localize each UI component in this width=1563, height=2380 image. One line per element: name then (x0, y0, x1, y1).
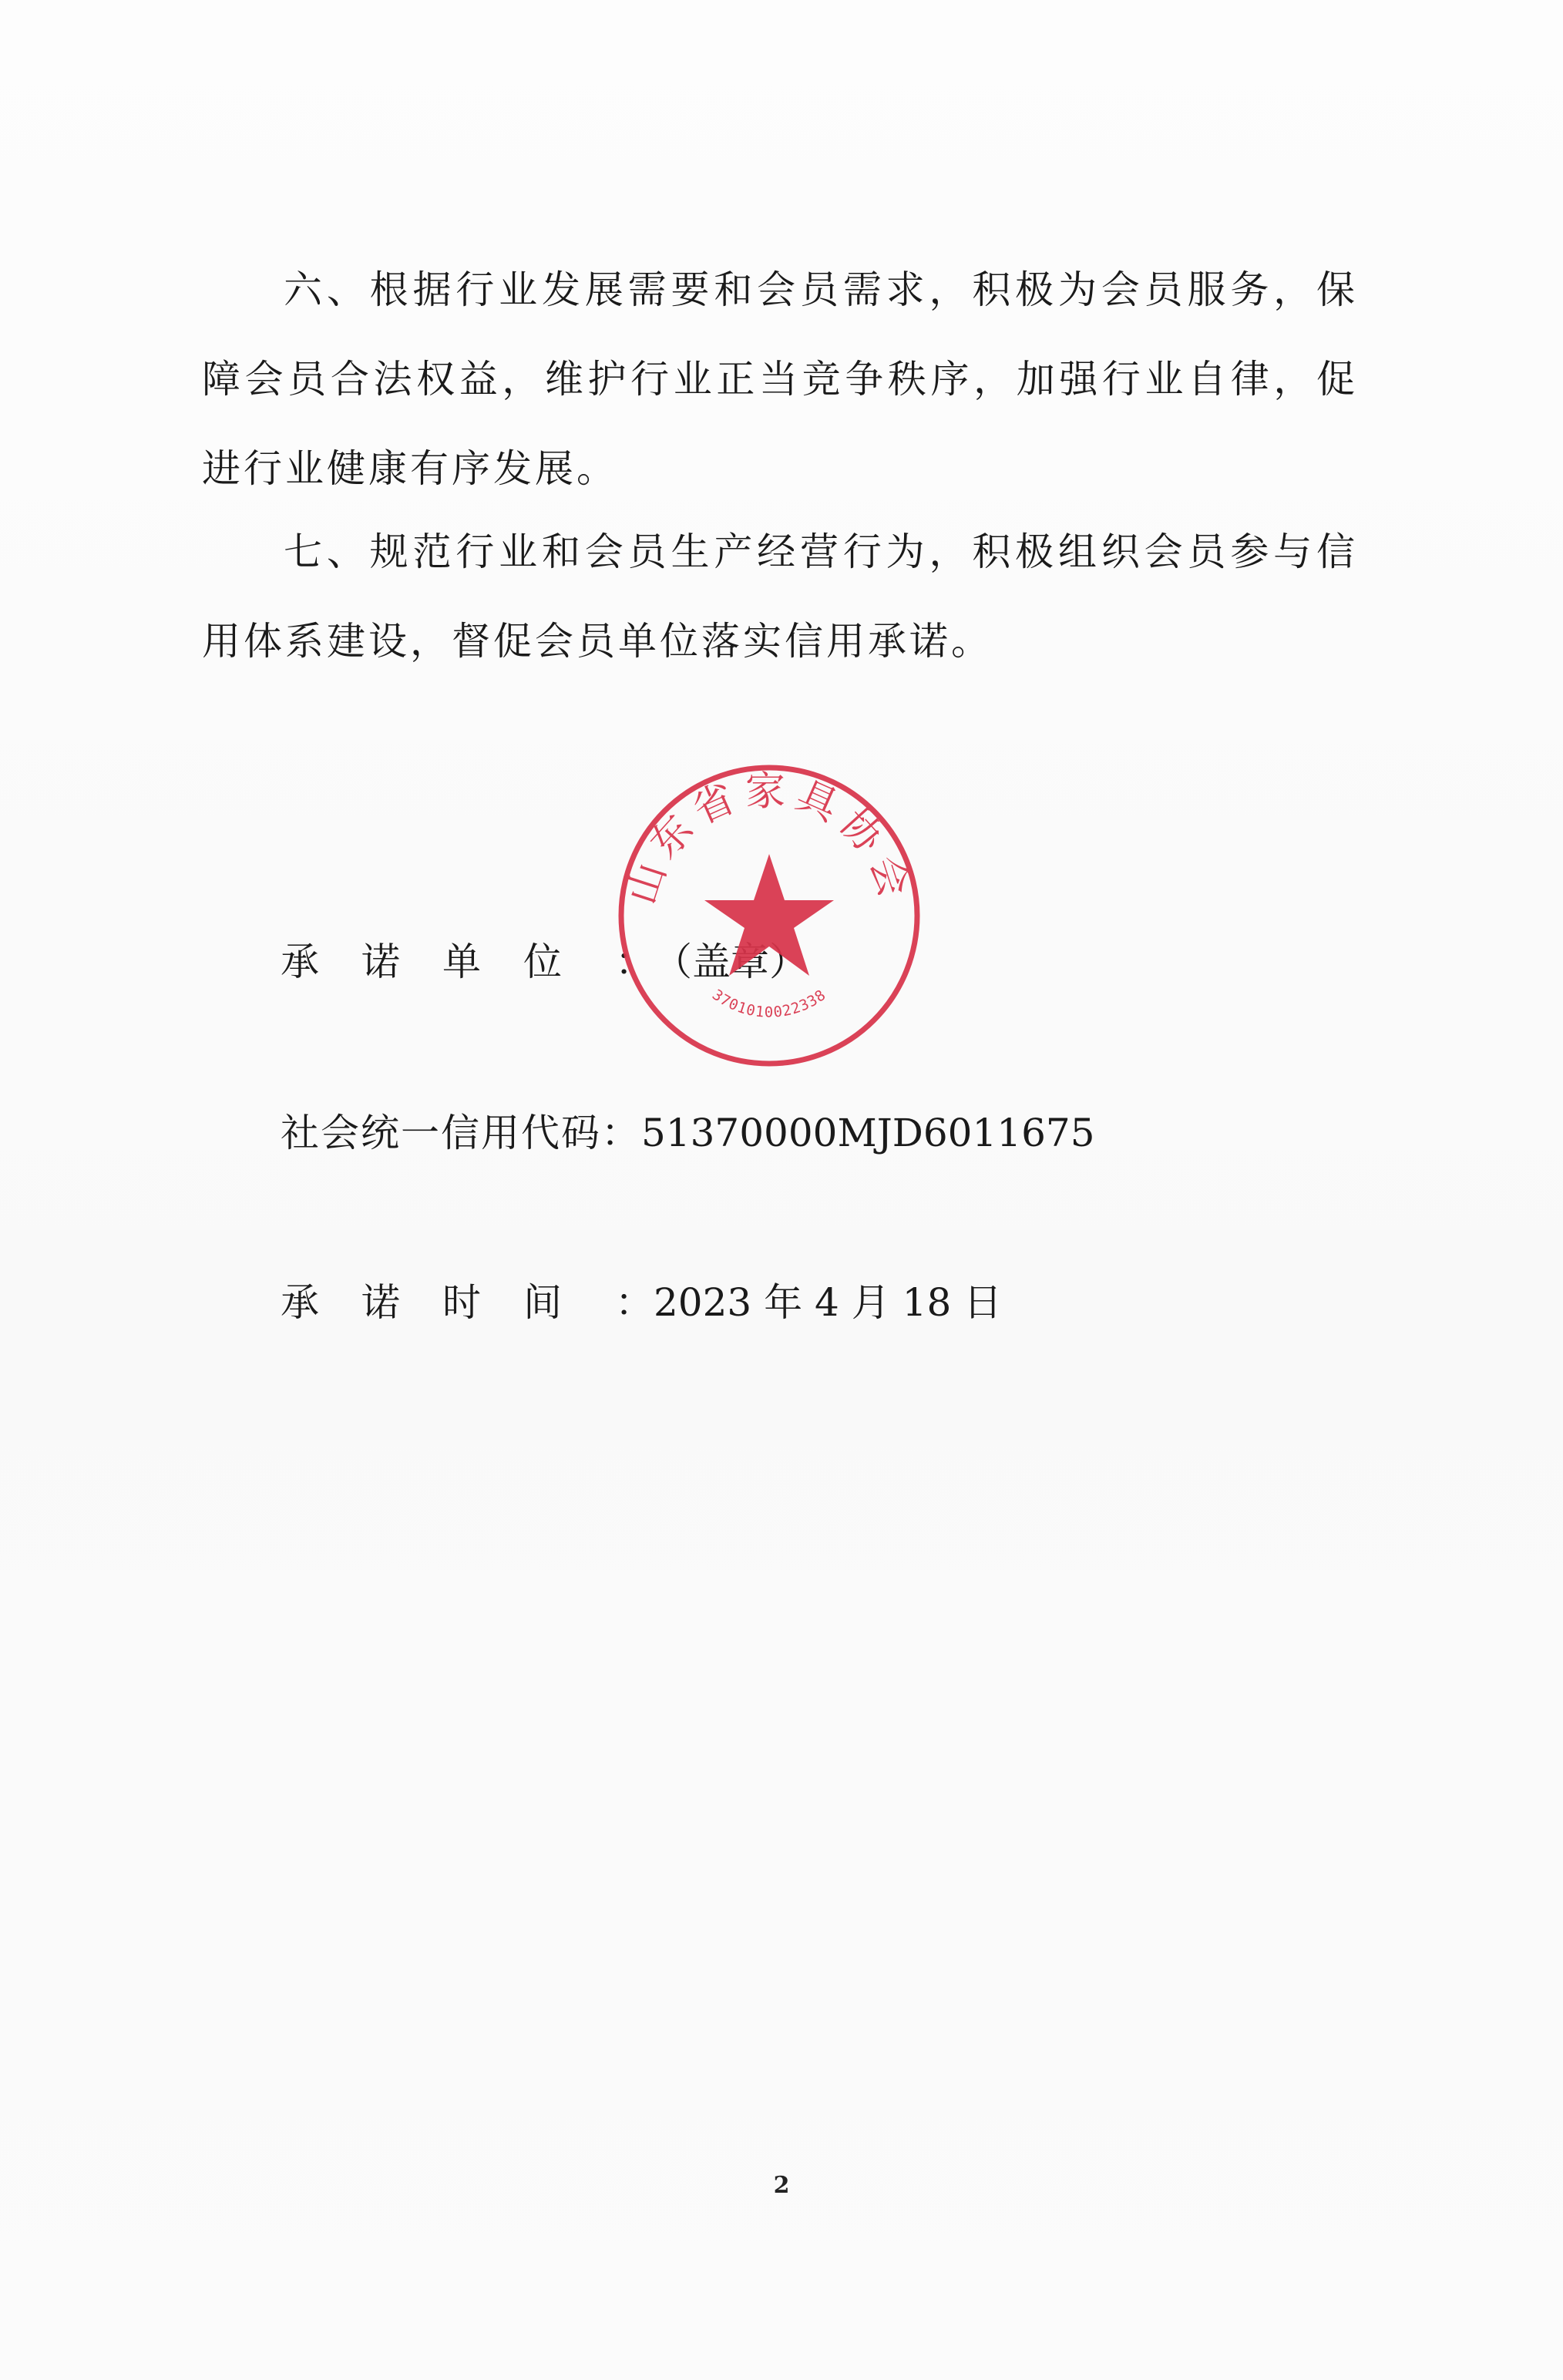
colon: ： (615, 1280, 654, 1325)
commitment-date-line (281, 1279, 1002, 1326)
commitment-date-value: 2023 年 4 月 18 日 (654, 1280, 1003, 1325)
seal-name-text: 山东省家具协会 (618, 768, 920, 910)
commitment-unit-label: 承 诺 单 位 (281, 940, 562, 984)
page-number: 2 (773, 2172, 790, 2199)
commitment-unit-value: （盖章） (654, 940, 808, 984)
paragraph-seven: 七、规范行业和会员生产经营行为，积极组织会员参与信用体系建设，督促会员单位落实信用承诺。 (202, 529, 1358, 664)
official-seal (615, 761, 923, 1070)
commitment-date-label: 承 诺 时 间 (281, 1280, 562, 1325)
seal-number-text: 3701010022338 (708, 986, 830, 1021)
credit-code-label: 社会统一信用代码： (281, 1111, 641, 1155)
credit-code-line (281, 1110, 1095, 1156)
colon: ： (615, 940, 654, 984)
star-icon (704, 854, 834, 976)
credit-code-value: 51370000MJD6011675 (641, 1111, 1095, 1155)
paragraph-six: 六、根据行业发展需要和会员需求，积极为会员服务，保障会员合法权益，维护行业正当竞争秩序，加强行业自律，促进行业健康有序发展。 (202, 267, 1358, 491)
